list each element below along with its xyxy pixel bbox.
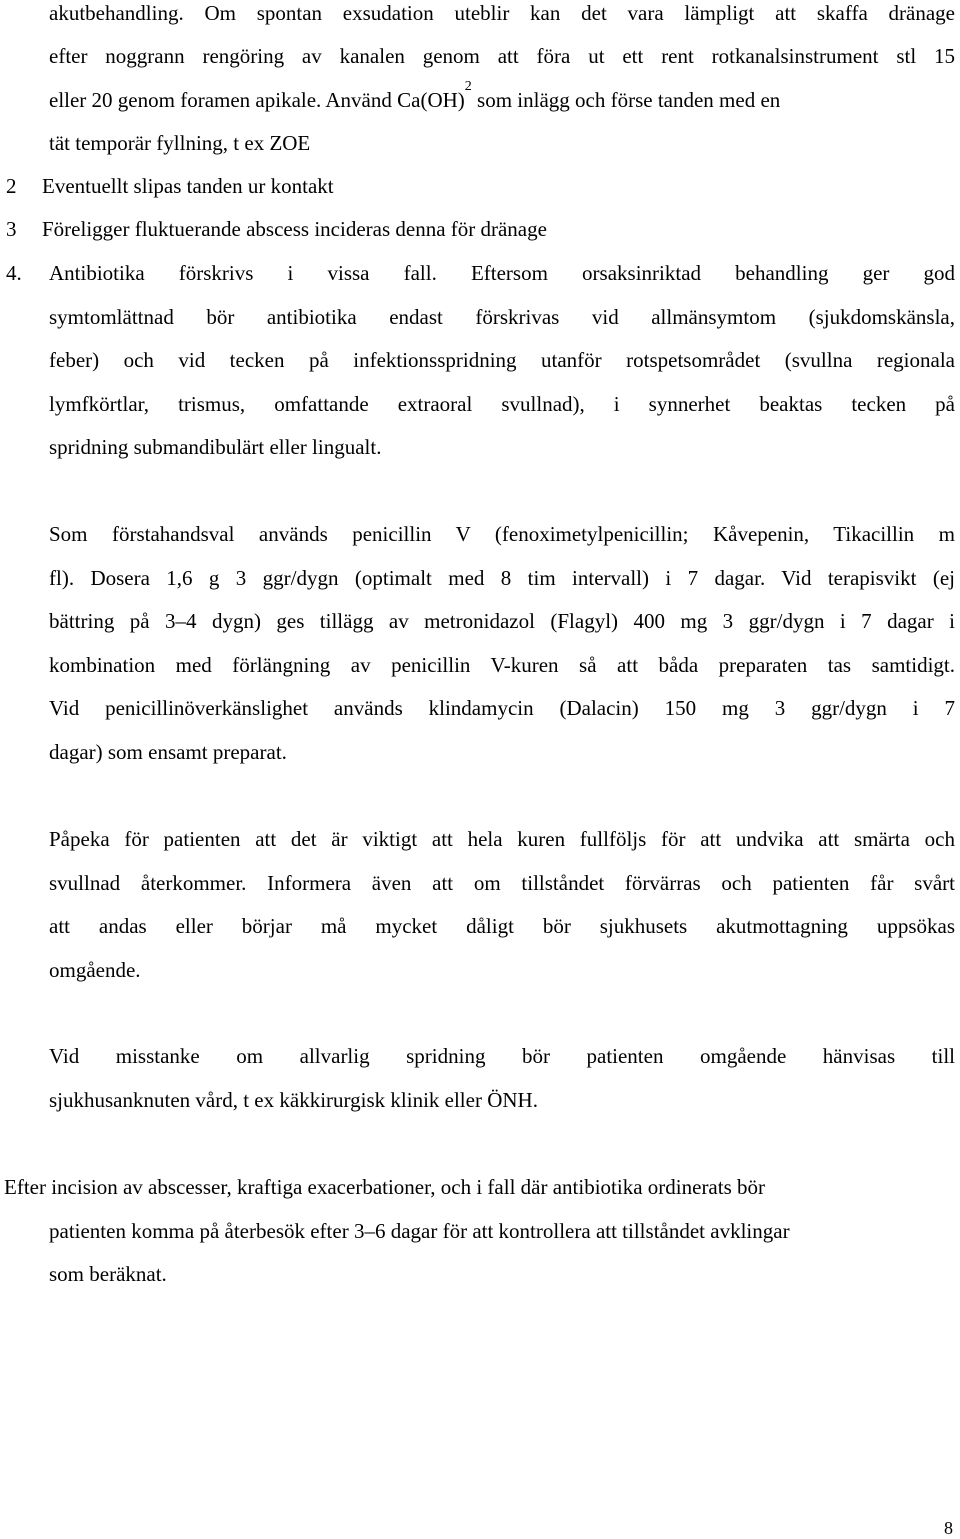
p1-line-2: efter noggrann rengöring av kanalen genom att föra ut ett rent rotkanalsinstrument stl 15 <box>49 44 955 68</box>
item-4-line-1: Antibiotika förskrivs i vissa fall. Eftersom orsaksinriktad behandling ger god <box>49 261 955 285</box>
p3-line-4: omgående. <box>49 958 141 982</box>
p2-line-3: bättring på 3–4 dygn) ges tillägg av metronidazol (Flagyl) 400 mg 3 ggr/dygn i 7 dagar i <box>49 609 955 633</box>
p5-line-3: som beräknat. <box>49 1262 167 1286</box>
p3-line-2: svullnad återkommer. Informera även att om tillståndet förvärras och patienten får svårt <box>49 871 955 895</box>
p5-line-1: Efter incision av abscesser, kraftiga exacerbationer, och i fall där antibiotika ordinerats bör <box>4 1175 766 1199</box>
item-4-line-5: spridning submandibulärt eller lingualt. <box>49 435 382 459</box>
p2-line-1: Som förstahandsval används penicillin V (fenoximetylpenicillin; Kåvepenin, Tikacillin m <box>49 522 955 546</box>
p4-line-2: sjukhusanknuten vård, t ex käkkirurgisk klinik eller ÖNH. <box>49 1088 538 1112</box>
p2-line-5: Vid penicillinöverkänslighet används klindamycin (Dalacin) 150 mg 3 ggr/dygn i 7 <box>49 696 955 720</box>
p1-line-3-subscript: 2 <box>464 79 472 94</box>
p3-line-1: Påpeka för patienten att det är viktigt att hela kuren fullföljs för att undvika att smärta och <box>49 827 955 851</box>
p1-line-1: akutbehandling. Om spontan exsudation uteblir kan det vara lämpligt att skaffa dränage <box>49 1 955 25</box>
item-2-number: 2 <box>6 174 17 198</box>
p4-line-1: Vid misstanke om allvarlig spridning bör patienten omgående hänvisas till <box>49 1044 955 1068</box>
item-4-line-4: lymfkörtlar, trismus, omfattande extraoral svullnad), i synnerhet beaktas tecken på <box>49 392 955 416</box>
p1-line-3b: som inlägg och förse tanden med en <box>471 88 781 112</box>
item-3-number: 3 <box>6 217 17 241</box>
p1-line-3 <box>49 79 955 113</box>
item-4-line-2: symtomlättnad bör antibiotika endast förskrivas vid allmänsymtom (sjukdomskänsla, <box>49 305 955 329</box>
p5-line-2: patienten komma på återbesök efter 3–6 dagar för att kontrollera att tillståndet avklingar <box>49 1219 790 1243</box>
item-2-text: Eventuellt slipas tanden ur kontakt <box>42 174 334 198</box>
item-4-number: 4. <box>6 261 22 285</box>
item-3-text: Föreligger fluktuerande abscess incideras denna för dränage <box>42 217 547 241</box>
p2-line-4: kombination med förlängning av penicillin V-kuren så att båda preparaten tas samtidigt. <box>49 653 955 677</box>
item-4-line-3: feber) och vid tecken på infektionsspridning utanför rotspetsområdet (svullna regionala <box>49 348 955 372</box>
p1-line-4: tät temporär fyllning, t ex ZOE <box>49 131 311 155</box>
p1-line-3a: eller 20 genom foramen apikale. Använd Ca(OH) <box>49 88 465 112</box>
page-number: 8 <box>944 1518 953 1538</box>
p2-line-6: dagar) som ensamt preparat. <box>49 740 287 764</box>
p2-line-2: fl). Dosera 1,6 g 3 ggr/dygn (optimalt med 8 tim intervall) i 7 dagar. Vid terapisvikt (ej <box>49 566 955 590</box>
p3-line-3: att andas eller börjar må mycket dåligt bör sjukhusets akutmottagning uppsökas <box>49 914 955 938</box>
